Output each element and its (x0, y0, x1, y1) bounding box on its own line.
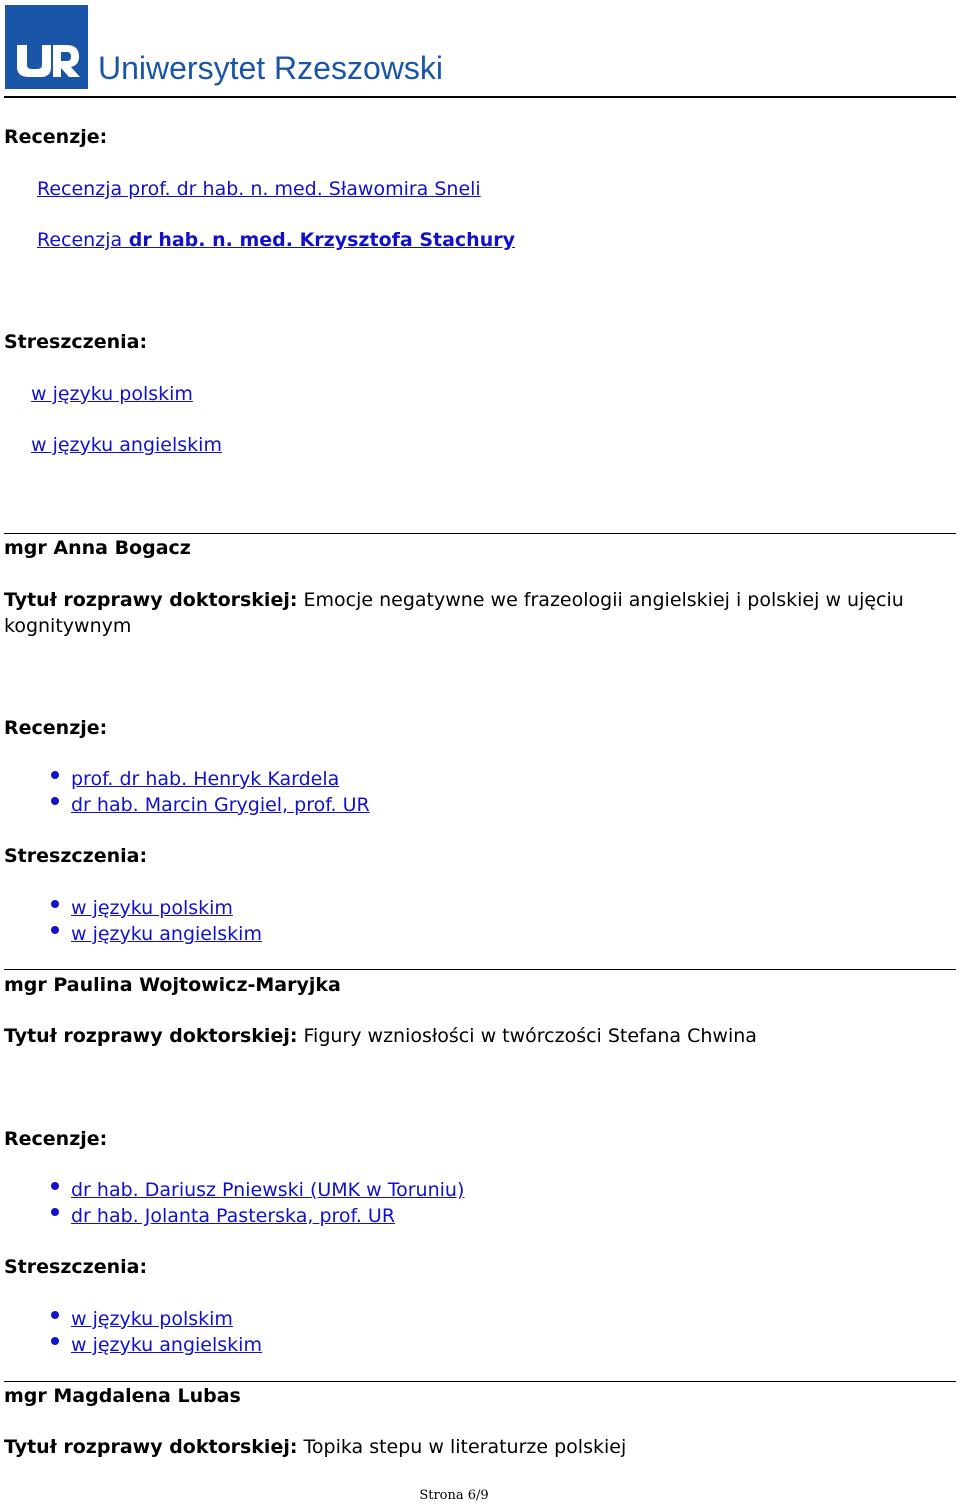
section-divider (4, 1381, 956, 1382)
site-title: Uniwersytet Rzeszowski (98, 50, 443, 86)
thesis-title: Figury wzniosłości w twórczości Stefana Chwina (303, 1025, 757, 1047)
thesis-title-line (4, 1434, 626, 1460)
thesis-title-label: Tytuł rozprawy doktorskiej: (4, 1025, 298, 1047)
abstract-link-english[interactable]: w języku angielskim (71, 1334, 262, 1356)
review-link-prefix: Recenzja (37, 229, 123, 251)
thesis-title-line (4, 587, 904, 613)
abstracts-heading: Streszczenia: (4, 331, 148, 353)
thesis-title-label: Tytuł rozprawy doktorskiej: (4, 1436, 298, 1458)
bullet-icon (51, 926, 59, 934)
abstract-link-english[interactable]: w języku angielskim (71, 923, 262, 945)
review-link[interactable]: prof. dr hab. Henryk Kardela (71, 768, 340, 790)
thesis-title-continued: kognitywnym (4, 615, 132, 637)
abstract-link-english[interactable]: w języku angielskim (31, 434, 222, 456)
abstract-link-polish[interactable]: w języku polskim (31, 383, 193, 405)
bullet-icon (51, 1182, 59, 1190)
candidate-name: mgr Magdalena Lubas (4, 1385, 241, 1407)
section-divider (4, 969, 956, 970)
ur-logo-icon (5, 5, 88, 89)
review-link[interactable]: Recenzja prof. dr hab. n. med. Sławomira Sneli (37, 178, 481, 200)
bullet-icon (51, 1208, 59, 1216)
thesis-title: Emocje negatywne we frazeologii angielskiej i polskiej w ujęciu (303, 589, 904, 611)
bullet-icon (51, 797, 59, 805)
candidate-name: mgr Anna Bogacz (4, 537, 191, 559)
candidate-name: mgr Paulina Wojtowicz-Maryjka (4, 974, 341, 996)
section-divider (4, 533, 956, 534)
page-number: Strona 6/9 (419, 1488, 489, 1503)
review-link[interactable]: dr hab. Jolanta Pasterska, prof. UR (71, 1205, 396, 1227)
university-logo (5, 5, 88, 89)
abstracts-heading: Streszczenia: (4, 845, 148, 867)
reviews-heading: Recenzje: (4, 717, 108, 739)
abstract-link-polish[interactable]: w języku polskim (71, 897, 233, 919)
bullet-icon (51, 900, 59, 908)
abstract-link-polish[interactable]: w języku polskim (71, 1308, 233, 1330)
review-link[interactable] (37, 227, 515, 253)
thesis-title-label: Tytuł rozprawy doktorskiej: (4, 589, 298, 611)
bullet-icon (51, 1337, 59, 1345)
bullet-icon (51, 1311, 59, 1319)
header-divider (4, 96, 956, 98)
thesis-title-line (4, 1023, 757, 1049)
review-link[interactable]: dr hab. Dariusz Pniewski (UMK w Toruniu) (71, 1179, 465, 1201)
reviews-heading: Recenzje: (4, 126, 108, 148)
review-link-bold: dr hab. n. med. Krzysztofa Stachury (122, 229, 515, 251)
review-link[interactable]: dr hab. Marcin Grygiel, prof. UR (71, 794, 370, 816)
abstracts-heading: Streszczenia: (4, 1256, 148, 1278)
thesis-title: Topika stepu w literaturze polskiej (303, 1436, 627, 1458)
reviews-heading: Recenzje: (4, 1128, 108, 1150)
bullet-icon (51, 771, 59, 779)
